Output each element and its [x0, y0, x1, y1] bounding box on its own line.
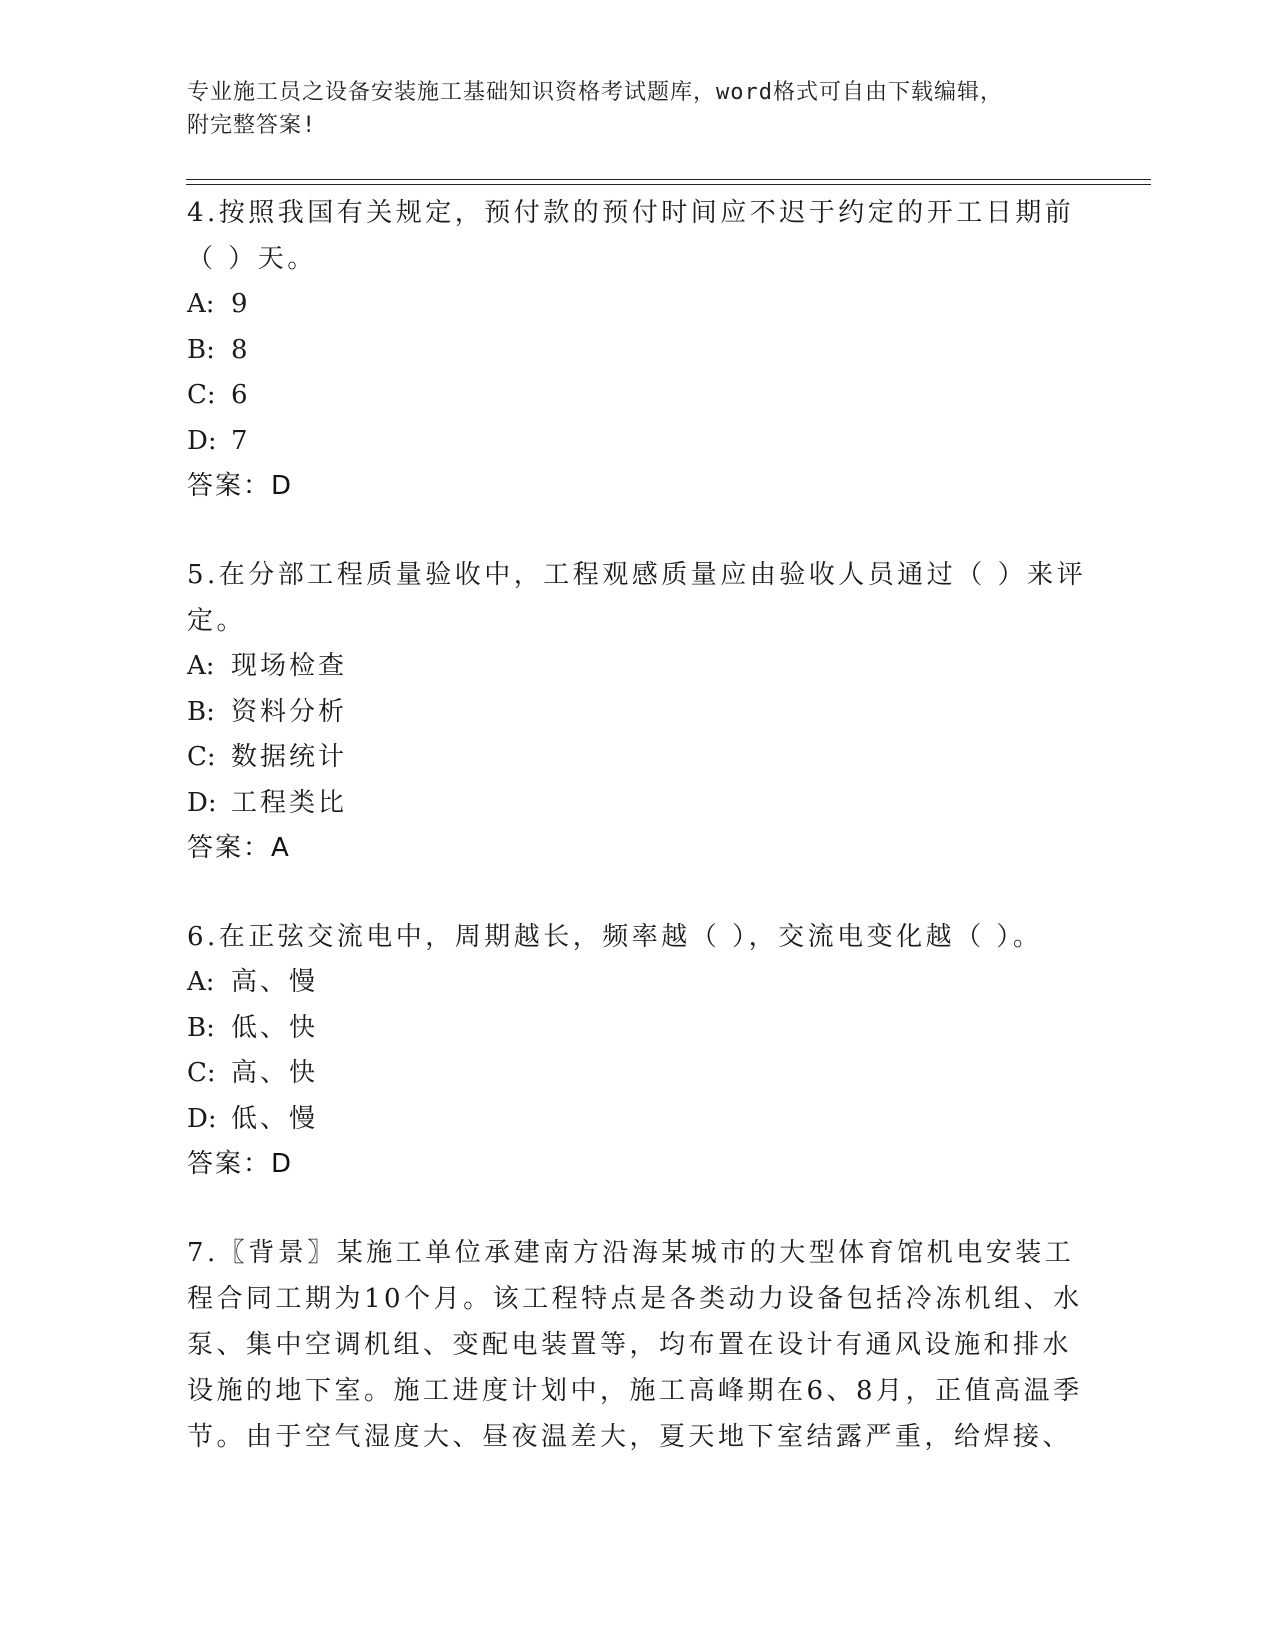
- answer-line: 答案：D: [187, 471, 294, 501]
- option-key: D:: [187, 787, 217, 818]
- answer-line: 答案：A: [187, 833, 291, 863]
- option-value: 数据统计: [231, 742, 348, 772]
- question-5: [187, 552, 1087, 870]
- option-key: A:: [187, 651, 215, 681]
- option-value: 7: [231, 425, 251, 456]
- option-d: [187, 1097, 1087, 1143]
- option-key: B:: [187, 696, 215, 727]
- header-line-1: 专业施工员之设备安装施工基础知识资格考试题库，word格式可自由下载编辑，: [187, 80, 1003, 105]
- option-c: [187, 373, 1087, 419]
- option-key: D:: [187, 1103, 217, 1134]
- question-6: [187, 914, 1087, 1186]
- option-value: 现场检查: [231, 651, 348, 681]
- option-value: 8: [231, 334, 251, 365]
- header-divider-top: [186, 179, 1151, 180]
- option-b: [187, 1006, 1087, 1052]
- option-a: [187, 960, 1087, 1006]
- option-key: B:: [187, 334, 215, 365]
- document-header: [187, 76, 1067, 142]
- option-a: [187, 644, 1087, 690]
- option-d: [187, 781, 1087, 827]
- option-value: 低、快: [231, 1012, 319, 1043]
- option-value: 低、慢: [231, 1103, 319, 1134]
- option-b: [187, 690, 1087, 736]
- question-text: 5.在分部工程质量验收中，工程观感质量应由验收人员通过（ ）来评定。: [187, 560, 1087, 636]
- option-value: 6: [231, 380, 251, 410]
- option-value: 高、慢: [231, 967, 319, 997]
- option-key: D:: [187, 425, 217, 456]
- option-key: C:: [187, 380, 216, 410]
- question-4: [187, 190, 1087, 508]
- option-b: [187, 328, 1087, 374]
- option-a: [187, 282, 1087, 328]
- question-7: [187, 1230, 1087, 1460]
- option-c: [187, 735, 1087, 781]
- question-text: 6.在正弦交流电中，周期越长，频率越（ ），交流电变化越（ ）。: [187, 922, 1043, 952]
- option-value: 9: [231, 289, 251, 319]
- question-list: [187, 190, 1087, 1504]
- option-key: A:: [187, 967, 215, 997]
- option-c: [187, 1051, 1087, 1097]
- question-text: 7.〖背景〗某施工单位承建南方沿海某城市的大型体育馆机电安装工程合同工期为10个月。该工程特点是各类动力设备包括冷冻机组、水泵、集中空调机组、变配电装置等，均布置在设计有通风设施和排水设施的地下室。施工进度计划中，施工高峰期在6、8月，正值高温季节。由于空气湿度大、昼夜温差大，夏天地下室结露严重，给焊接、: [187, 1238, 1083, 1452]
- answer-line: 答案：D: [187, 1149, 294, 1179]
- option-key: C:: [187, 742, 216, 772]
- question-text: 4.按照我国有关规定，预付款的预付时间应不迟于约定的开工日期前（ ）天。: [187, 198, 1075, 274]
- header-line-2: 附完整答案!: [187, 113, 317, 138]
- option-value: 工程类比: [231, 787, 348, 818]
- option-key: B:: [187, 1012, 215, 1043]
- option-value: 高、快: [231, 1058, 319, 1088]
- option-key: C:: [187, 1058, 216, 1088]
- option-d: [187, 419, 1087, 465]
- option-key: A:: [187, 289, 215, 319]
- option-value: 资料分析: [231, 696, 348, 727]
- header-divider-bottom: [186, 184, 1151, 185]
